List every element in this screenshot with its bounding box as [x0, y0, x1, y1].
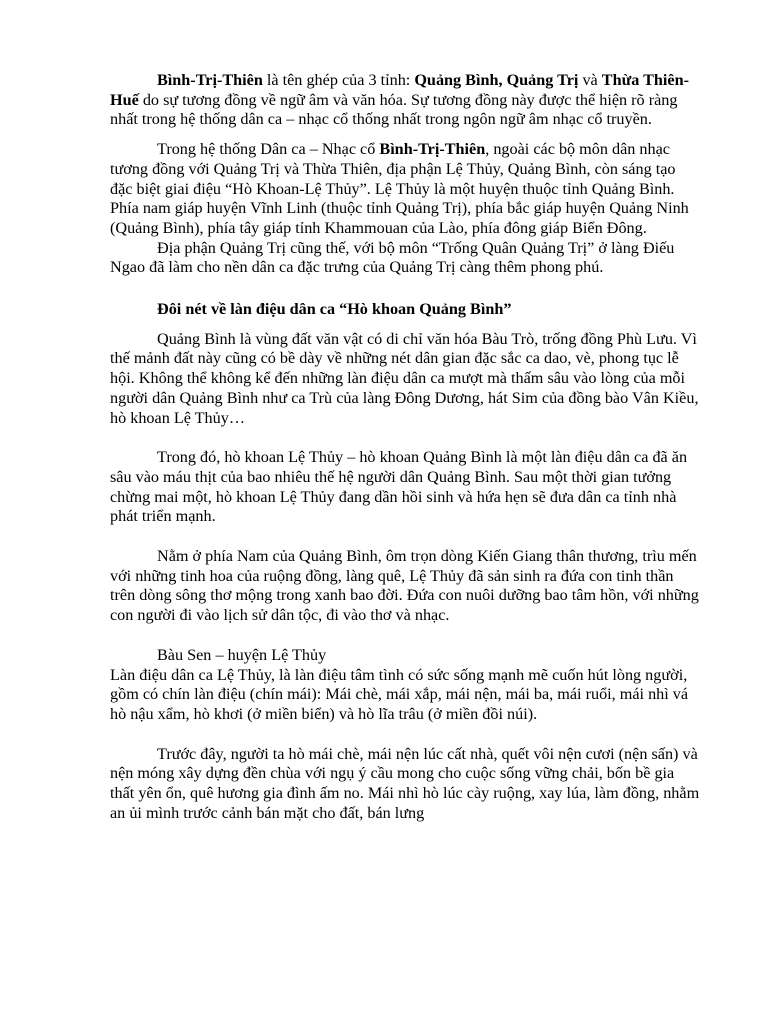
bold-binh-tri-thien-2: Bình-Trị-Thiên [379, 140, 486, 159]
paragraph-lan-dieu: Làn điệu dân ca Lệ Thủy, là làn điệu tâm tình có sức sống mạnh mẽ cuốn hút lòng người, gồm có chín làn điệu (chín mái): Mái chè, mái xắp, mái nện, mái ba, mái ruổi, mái nhì vá hò nậu xẩm, hò khơi (ở miền biển) và hò lĩa trâu (ở miền đồi núi). [110, 665, 689, 723]
paragraph-quang-binh: Quảng Bình là vùng đất văn vật có di chỉ văn hóa Bàu Trò, trống đồng Phù Lưu. Vì thế mảnh đất này cũng có bề dày về những nét dân gian đặc sắc ca dao, vè, phong tục lễ hội. Không thể không kể đến những làn điệu dân ca mượt mà thấm sâu vào lòng của mỗi người dân Quảng Bình như ca Trù của làng Đông Dương, hát Sim của đồng bào Vân Kiều, hò khoan Lệ Thủy… [110, 329, 699, 427]
paragraph-system: Trong hệ thống Dân ca – Nhạc cổ Bình-Trị-Thiên, ngoài các bộ môn dân nhạc tương đồng với Quảng Trị và Thừa Thiên, địa phận Lệ Thủy, Quảng Bình, còn sáng tạo đặc biệt giai điệu “Hò Khoan-Lệ Thủy”. Lệ Thủy là một huyện thuộc tỉnh Quảng Bình. Phía nam giáp huyện Vĩnh Linh (thuộc tỉnh Quảng Trị), phía bắc giáp huyện Quảng Ninh (Quảng Bình), phía tây giáp tỉnh Khammouan của Lào, phía đông giáp Biển Đông. [110, 140, 689, 237]
paragraph-quang-tri: Địa phận Quảng Trị cũng thế, với bộ môn “Trống Quân Quảng Trị” ở làng Điếu Ngao đã làm cho nền dân ca đặc trưng của Quảng Trị càng thêm phong phú. [110, 238, 675, 277]
paragraph-truoc-day: Trước đây, người ta hò mái chè, mái nện lúc cất nhà, quết vôi nện cươi (nện sấn) và nện móng xây dựng đền chùa với ngụ ý cầu mong cho cuộc sống vững chải, bốn bề gia thất yên ổn, quê hương gia đình ấm no. Mái nhì hò lúc cày ruộng, xay lúa, làm đồng, nhằm an ủi mình trước cảnh bán mặt cho đất, bán lưng [110, 744, 700, 822]
document-page [110, 71, 700, 824]
paragraph-ho-khoan: Trong đó, hò khoan Lệ Thủy – hò khoan Quảng Bình là một làn điệu dân ca đã ăn sâu vào máu thịt của bao nhiêu thế hệ người dân Quảng Bình. Sau một thời gian tưởng chừng mai một, hò khoan Lệ Thủy đang dần hồi sinh và hứa hẹn sẽ đưa dân ca tỉnh nhà phát triển mạnh. [110, 448, 688, 526]
paragraph-kien-giang: Nằm ở phía Nam của Quảng Bình, ôm trọn dòng Kiến Giang thân thương, trìu mến với những tinh hoa của ruộng đồng, làng quê, Lệ Thủy đã sản sinh ra đứa con tinh thần trên dòng sông thơ mộng trong xanh bao đời. Đứa con nuôi dưỡng bao tâm hồn, với những con người đi vào lịch sử dân tộc, đi vào thơ và nhạc. [110, 547, 699, 625]
paragraph-intro: Bình-Trị-Thiên là tên ghép của 3 tỉnh: Quảng Bình, Quảng Trị và Thừa Thiên-Huế do sự tương đồng về ngữ âm và văn hóa. Sự tương đồng này được thể hiện rõ ràng nhất trong hệ thống dân ca – nhạc cổ thống nhất trong ngôn ngữ âm nhạc cổ truyền. [110, 71, 690, 129]
bold-quang-binh-quang-tri: Quảng Bình, Quảng Trị [414, 71, 579, 89]
bold-binh-tri-thien: Bình-Trị-Thiên [157, 71, 263, 89]
image-caption: Bàu Sen – huyện Lệ Thủy [157, 645, 327, 664]
section-heading: Đôi nét về làn điệu dân ca “Hò khoan Quảng Bình” [157, 300, 512, 319]
bold-thua-thien-hue: Thừa Thiên-Huế [110, 71, 690, 109]
